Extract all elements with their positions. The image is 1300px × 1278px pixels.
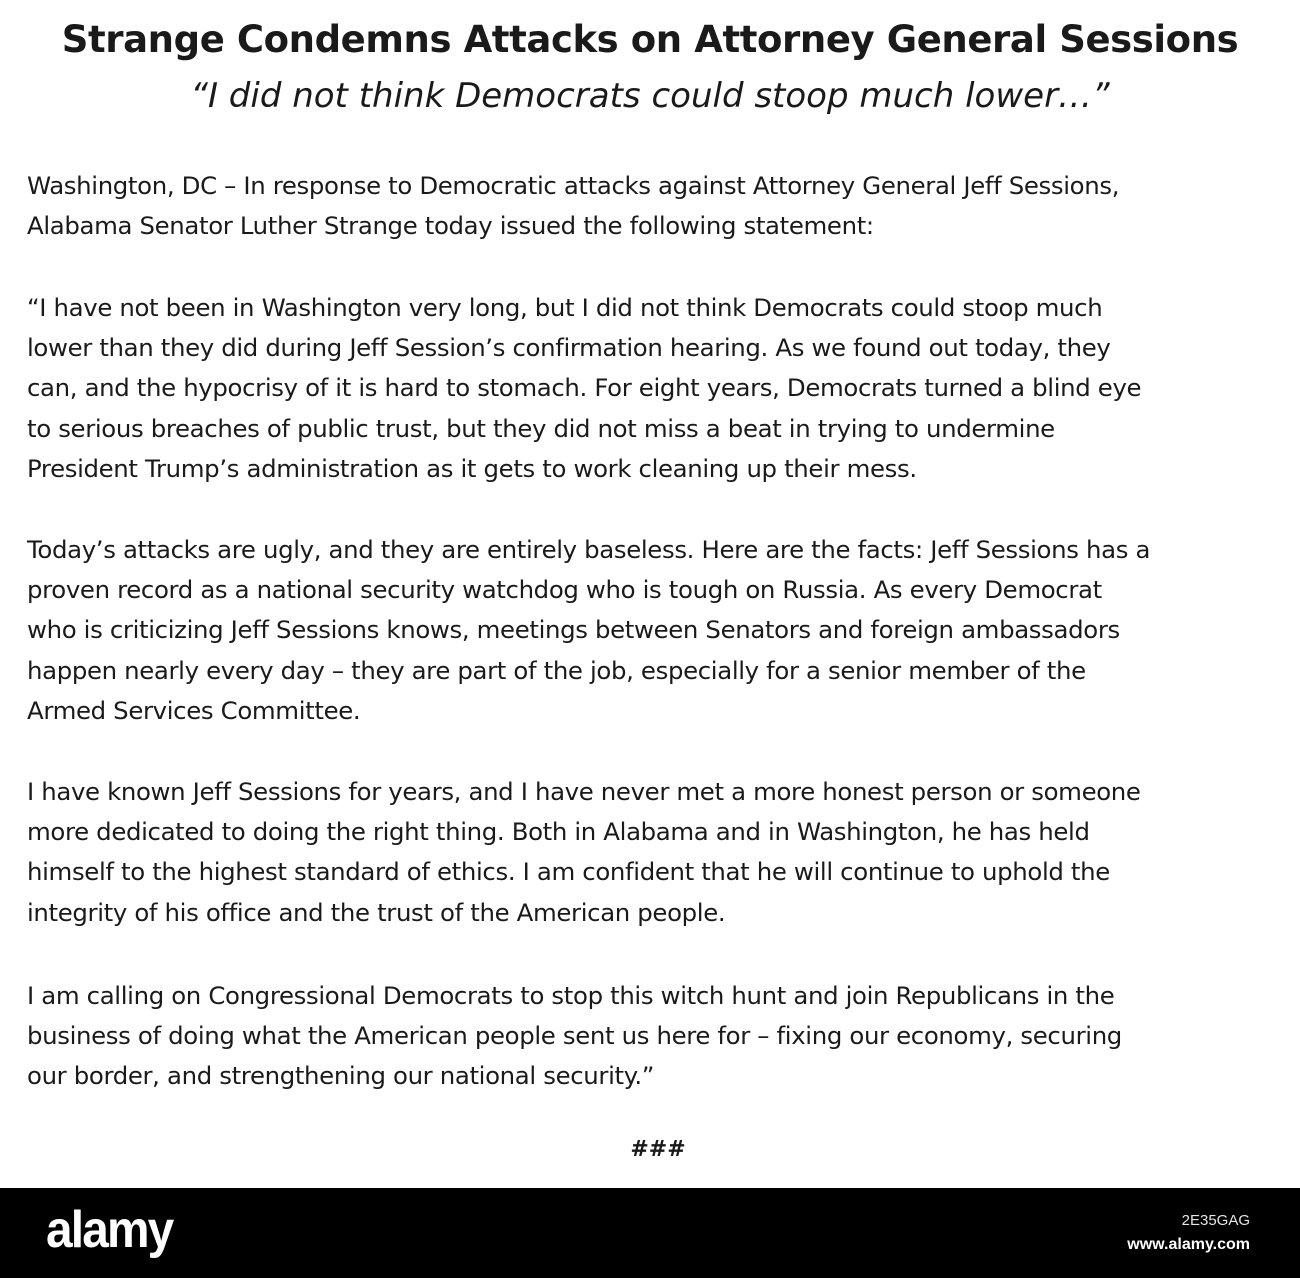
paragraph-line: President Trump’s administration as it gets to work cleaning up their mess.: [27, 453, 917, 483]
paragraph-line: Washington, DC – In response to Democratic attacks against Attorney General Jeff Sessions,: [27, 171, 1120, 200]
alamy-logo: alamy: [46, 1201, 173, 1259]
paragraph-line: Armed Services Committee.: [27, 695, 361, 725]
paragraph-line: I have known Jeff Sessions for years, and I have never met a more honest person or someone: [27, 777, 1141, 806]
paragraph-line: lower than they did during Jeff Session’s confirmation hearing. As we found out today, they: [27, 333, 1111, 363]
document-title: Strange Condemns Attacks on Attorney General Sessions: [61, 18, 1239, 61]
paragraph-line: Today’s attacks are ugly, and they are entirely baseless. Here are the facts: Jeff Sessions has a: [27, 535, 1151, 564]
paragraph-closing: [27, 976, 1289, 1097]
paragraph-line: who is criticizing Jeff Sessions knows, meetings between Senators and foreign ambassadors: [27, 615, 1120, 645]
paragraph-line: more dedicated to doing the right thing. Both in Alabama and in Washington, he has held: [27, 817, 1090, 847]
paragraph-line: “I have not been in Washington very long, but I did not think Democrats could stoop much: [27, 293, 1103, 322]
paragraph-character: [27, 772, 1289, 933]
paragraph-line: business of doing what the American people sent us here for – fixing our economy, securing: [27, 1021, 1122, 1051]
document-subtitle: “I did not think Democrats could stoop much lower…”: [190, 76, 1110, 116]
paragraph-dateline: [27, 166, 1289, 246]
paragraph-line: Alabama Senator Luther Strange today issued the following statement:: [27, 211, 874, 241]
paragraph-line: himself to the highest standard of ethics. I am confident that he will continue to uphold the: [27, 857, 1110, 887]
end-mark: ###: [630, 1137, 686, 1162]
paragraph-line: to serious breaches of public trust, but they did not miss a beat in trying to undermine: [27, 413, 1055, 443]
paragraph-line: happen nearly every day – they are part of the job, especially for a senior member of the: [27, 655, 1086, 685]
paragraph-line: proven record as a national security watchdog who is tough on Russia. As every Democrat: [27, 575, 1102, 605]
image-id: 2E35GAG: [1181, 1212, 1250, 1229]
watermark-footer: [0, 1188, 1300, 1278]
paragraph-quote-opening: [27, 288, 1289, 489]
paragraph-line: can, and the hypocrisy of it is hard to stomach. For eight years, Democrats turned a blind eye: [27, 373, 1142, 403]
paragraph-line: our border, and strengthening our national security.”: [27, 1061, 655, 1091]
site-url: www.alamy.com: [1127, 1236, 1250, 1253]
paragraph-facts: [27, 530, 1289, 731]
paragraph-line: integrity of his office and the trust of the American people.: [27, 897, 726, 927]
paragraph-line: I am calling on Congressional Democrats to stop this witch hunt and join Republicans in the: [27, 981, 1115, 1010]
